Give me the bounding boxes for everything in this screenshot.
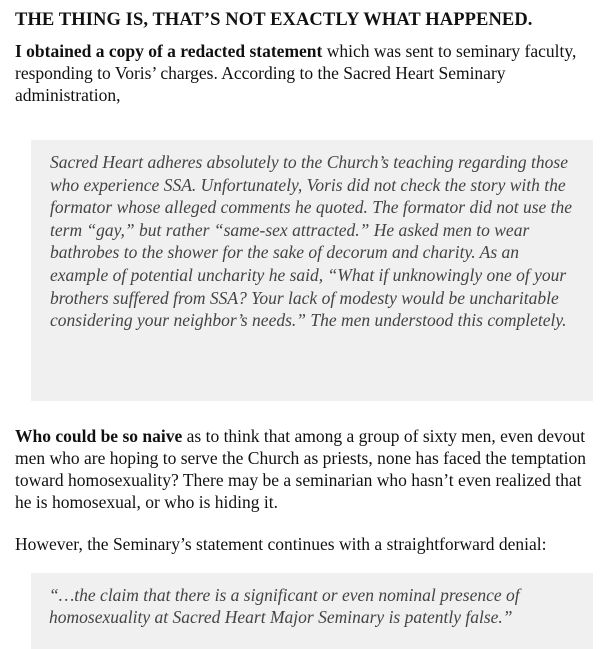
paragraph-denial-intro: However, the Seminary’s statement continues with a straightforward denial: (15, 534, 547, 554)
blockquote-denial (31, 573, 593, 649)
quote-text: “…the claim that there is a significant or even nominal presence of homosexuality at Sacred Heart Major Seminary is patently false.” (49, 585, 520, 627)
paragraph-lead-bold: Who could be so naive (15, 426, 183, 446)
paragraph-naive (15, 425, 595, 533)
section-heading: THE THING IS, THAT’S NOT EXACTLY WHAT HAPPENED. (15, 10, 533, 30)
paragraph-text: as to think that among a group of sixty men, even devout men who are hoping to serve the Church as priests, none has faced the temptation toward homosexuality? There may be a seminarian who hasn’t even realized that he is homosexual, or who is hiding it. (15, 426, 587, 512)
blockquote-seminary-statement (31, 140, 593, 401)
article-body (15, 0, 595, 649)
spacer (15, 401, 595, 425)
paragraph-statement-intro (15, 40, 595, 140)
quote-text: Sacred Heart adheres absolutely to the Church’s teaching regarding those who experience SSA. Unfortunately, Voris did not check the story with the formator whose alleged comments he quoted. The formator did not use the term “gay,” but rather “same-sex attracted.” He asked men to wear bathrobes to the shower for the sake of decorum and charity. As an example of potential uncharity he said, “What if unknowingly one of your brothers suffered from SSA? Your lack of modesty would be uncharitable considering your neighbor’s needs.” The men understood this completely. (50, 152, 573, 331)
paragraph-lead-bold: I obtained a copy of a redacted statement (15, 41, 323, 61)
paragraph-text: which was sent to seminary faculty, responding to Voris’ charges. According to the Sacred Heart Seminary administration, (15, 41, 577, 105)
